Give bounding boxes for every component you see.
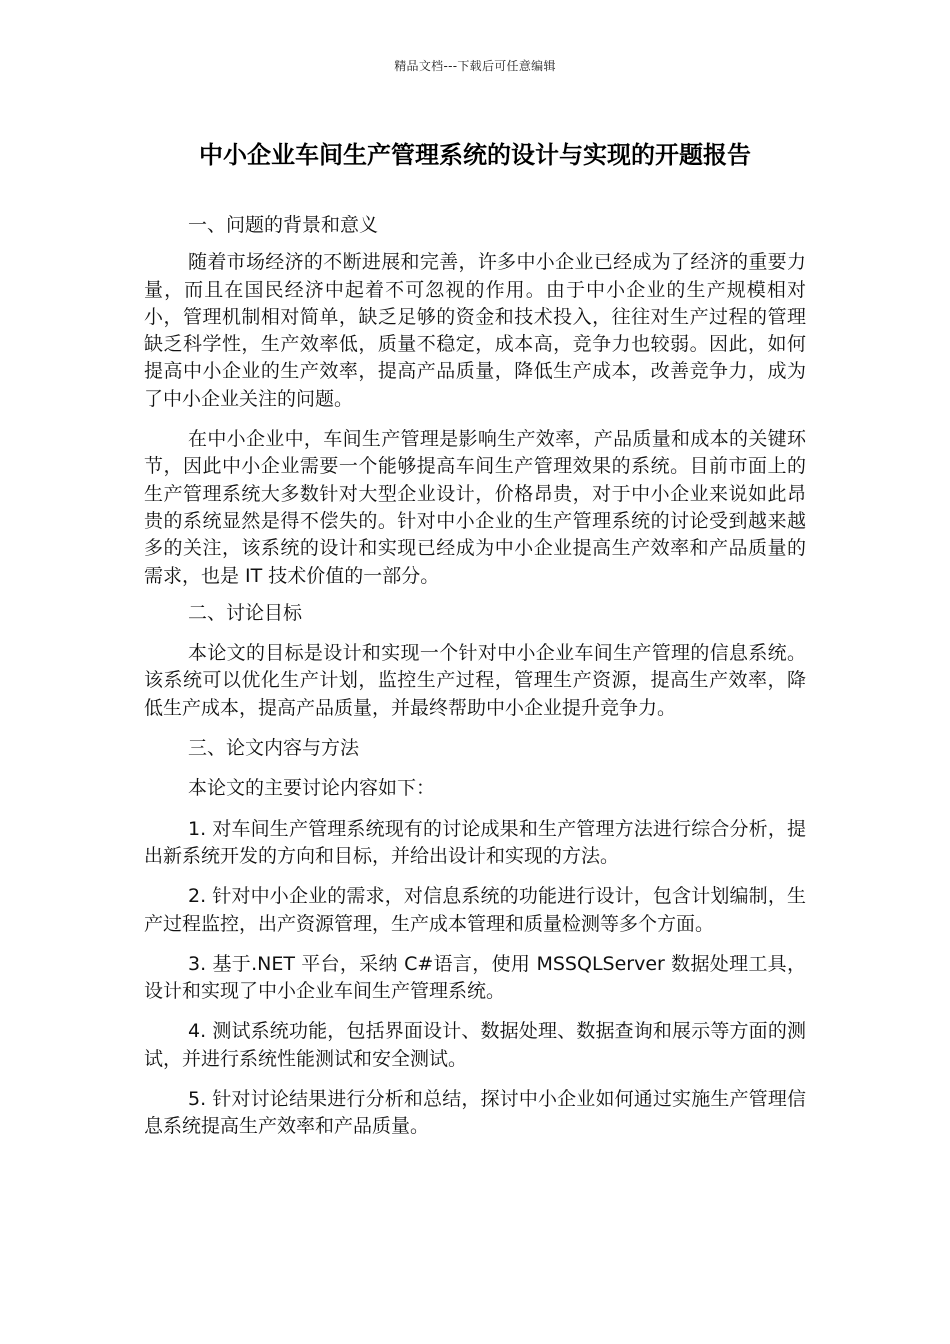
section-1-paragraph-1: 随着市场经济的不断进展和完善，许多中小企业已经成为了经济的重要力量，而且在国民经济中起着不可忽视的作用。由于中小企业的生产规模相对小，管理机制相对简单，缺乏足够的资金和技术投入，往往对生产过程的管理缺乏科学性，生产效率低，质量不稳定，成本高，竞争力也较弱。因此，如何提高中小企业的生产效率，提高产品质量，降低生产成本，改善竞争力，成为了中小企业关注的问题。: [144, 251, 806, 410]
page-header-note: 精品文档---下载后可任意编辑: [394, 59, 556, 73]
section-1-paragraph-2: 在中小企业中，车间生产管理是影响生产效率，产品质量和成本的关键环节，因此中小企业需要一个能够提高车间生产管理效果的系统。目前市面上的生产管理系统大多数针对大型企业设计，价格昂贵，对于中小企业来说如此昂贵的系统显然是得不偿失的。针对中小企业的生产管理系统的讨论受到越来越多的关注，该系统的设计和实现已经成为中小企业提高生产效率和产品质量的需求，也是 IT 技术价值的一部分。: [144, 428, 806, 587]
section-3-list-item: 2. 针对中小企业的需求，对信息系统的功能进行设计，包含计划编制，生产过程监控，出产资源管理，生产成本管理和质量检测等多个方面。: [144, 885, 806, 935]
section-3-list-item: 3. 基于.NET 平台，采纳 C#语言，使用 MSSQLServer 数据处理工具，设计和实现了中小企业车间生产管理系统。: [144, 952, 806, 1003]
section-3-list-item: 4. 测试系统功能，包括界面设计、数据处理、数据查询和展示等方面的测试，并进行系统性能测试和安全测试。: [144, 1020, 806, 1070]
section-2-heading: 二、讨论目标: [188, 601, 303, 624]
section-3-intro: 本论文的主要讨论内容如下：: [188, 777, 436, 800]
section-3-heading: 三、论文内容与方法: [188, 737, 360, 760]
document-title: 中小企业车间生产管理系统的设计与实现的开题报告: [199, 141, 751, 169]
section-3-list-item: 5. 针对讨论结果进行分析和总结，探讨中小企业如何通过实施生产管理信息系统提高生产效率和产品质量。: [144, 1088, 806, 1138]
section-1-heading: 一、问题的背景和意义: [188, 214, 379, 236]
section-2-paragraph-1: 本论文的目标是设计和实现一个针对中小企业车间生产管理的信息系统。该系统可以优化生产计划，监控生产过程，管理生产资源，提高生产效率，降低生产成本，提高产品质量，并最终帮助中小企业提升竞争力。: [144, 642, 806, 719]
section-3-list-item: 1. 对车间生产管理系统现有的讨论成果和生产管理方法进行综合分析，提出新系统开发的方向和目标，并给出设计和实现的方法。: [144, 817, 806, 867]
document-body: [144, 212, 806, 1154]
